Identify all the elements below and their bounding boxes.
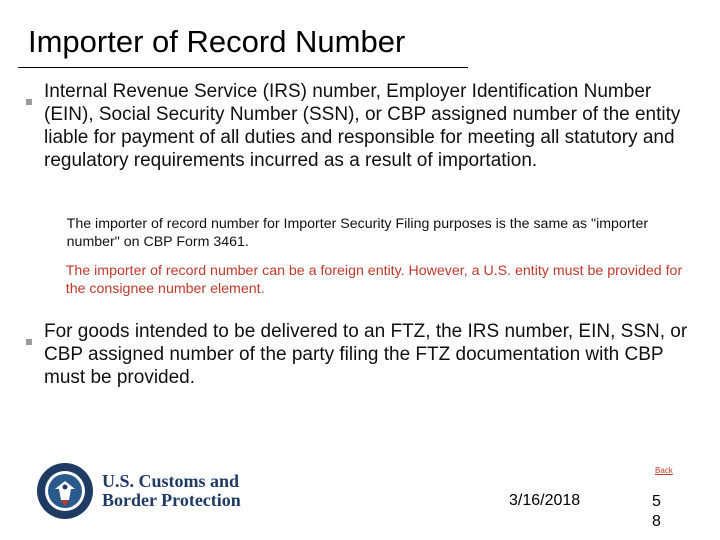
slide-title: Importer of Record Number — [28, 24, 406, 59]
dhs-seal-icon — [36, 462, 94, 520]
bullet-ftz — [26, 320, 688, 389]
org-name-line2: Border Protection — [102, 490, 241, 510]
back-link[interactable]: Back — [655, 466, 673, 475]
sub-bullet-text: The importer of record number can be a foreign entity. However, a U.S. entity must be provided for the consignee number element. — [65, 263, 683, 297]
sub-bullet-isf — [52, 215, 692, 251]
bullet-square-icon — [52, 262, 66, 298]
sub-bullet-foreign-entity — [52, 262, 692, 298]
bullet-text: Internal Revenue Service (IRS) number, Employer Identification Number (EIN), Social Security Number (SSN), or CBP assigned number of the entity liable for payment of all duties and responsible for meeting all statutory and regulatory requirements incurred as a result of importation. — [44, 81, 681, 171]
org-name-line1: U.S. Customs and — [102, 471, 240, 491]
sub-bullet-text: The importer of record number for Importer Security Filing purposes is the same as "importer number" on CBP Form 3461. — [66, 216, 649, 250]
bullet-irs-number — [26, 80, 688, 172]
org-name — [102, 472, 241, 510]
slide-date: 3/16/2018 — [509, 492, 581, 509]
page-number-digit: 8 — [652, 513, 661, 530]
title-underline — [18, 67, 468, 68]
cbp-logo — [36, 462, 241, 520]
bullet-square-icon — [26, 320, 44, 389]
page-number — [652, 492, 664, 532]
page-number-digit: 5 — [652, 493, 661, 510]
bullet-square-icon — [52, 215, 67, 251]
bullet-square-icon — [26, 80, 44, 172]
bullet-text: For goods intended to be delivered to an FTZ, the IRS number, EIN, SSN, or CBP assigned number of the party filing the FTZ documentation with CBP must be provided. — [44, 321, 688, 388]
